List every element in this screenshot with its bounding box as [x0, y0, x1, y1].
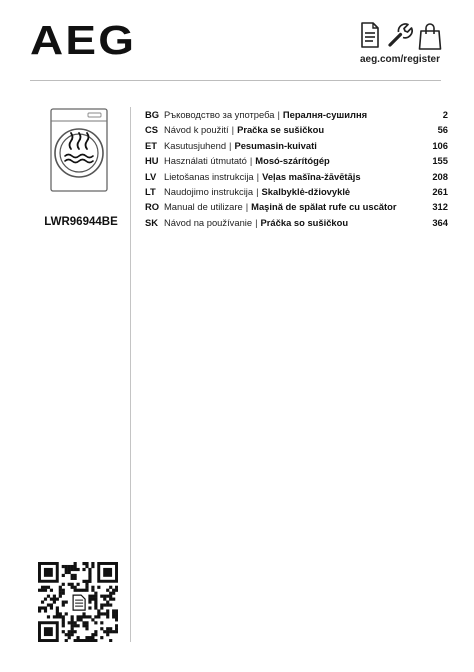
language-code: RO	[145, 201, 160, 213]
product-name: Pračka se sušičkou	[237, 124, 325, 136]
manual-title: Návod k použití	[164, 124, 229, 136]
language-code: HU	[145, 155, 159, 167]
page-number: 2	[442, 109, 448, 120]
manual-title: Lietošanas instrukcija	[164, 170, 254, 182]
manual-title: Návod na používanie	[164, 216, 253, 228]
language-code: ET	[145, 139, 157, 151]
wrench-icon	[387, 22, 413, 53]
language-code: LV	[145, 170, 157, 182]
toc-row-lv[interactable]: LV Lietošanas instrukcija | Veļas mašīna-žāvētājs 208	[145, 170, 448, 182]
header-divider	[30, 80, 441, 81]
manual-icon	[360, 22, 380, 53]
product-name: Mosó-szárítógép	[255, 155, 330, 167]
page-number: 261	[432, 185, 448, 197]
manual-title: Manual de utilizare	[164, 201, 243, 213]
toc-row-lt[interactable]: LT Naudojimo instrukcija | Skalbyklė-džiovyklė 261	[145, 185, 448, 197]
toc-row-ro[interactable]: RO Manual de utilizare | Maşină de spălat rufe cu uscător 312	[145, 201, 448, 213]
page-number: 106	[432, 139, 448, 151]
page-number: 155	[432, 155, 448, 167]
service-icons	[360, 22, 442, 52]
dryer-drum-icon	[50, 108, 108, 197]
page-number: 364	[432, 216, 448, 228]
product-name: Pesumasin-kuivati	[234, 139, 317, 151]
language-code: CS	[145, 124, 159, 136]
product-name: Veļas mašīna-žāvētājs	[262, 170, 361, 182]
column-divider	[130, 107, 131, 642]
toc-row-hu[interactable]: HU Használati útmutató | Mosó-szárítógép 155	[145, 155, 448, 167]
manual-title: Naudojimo instrukcija	[164, 185, 254, 197]
model-code: LWR96944BE	[44, 216, 118, 228]
page-number: 312	[432, 201, 448, 213]
toc-row-cs[interactable]: CS Návod k použití | Pračka se sušičkou 56	[145, 124, 448, 136]
language-code: LT	[145, 185, 156, 197]
toc-row-bg[interactable]: BG Ръководство за употреба | Пералня-сушилня 2	[145, 109, 448, 120]
language-toc	[145, 109, 448, 232]
shopping-bag-icon	[418, 22, 442, 55]
page-number: 56	[437, 124, 448, 136]
language-code: SK	[145, 216, 159, 228]
aeg-logo: AEG	[30, 17, 137, 63]
toc-row-et[interactable]: ET Kasutusjuhend | Pesumasin-kuivati 106	[145, 139, 448, 151]
product-name: Práčka so sušičkou	[260, 216, 349, 228]
manual-title: Ръководство за употреба	[164, 109, 275, 120]
manual-title: Használati útmutató	[164, 155, 247, 167]
manual-title: Kasutusjuhend	[164, 139, 227, 151]
toc-row-sk[interactable]: SK Návod na používanie | Práčka so sušičkou 364	[145, 216, 448, 228]
page-number: 208	[432, 170, 448, 182]
language-code: BG	[145, 109, 160, 120]
product-name: Skalbyklė-džiovyklė	[261, 185, 351, 197]
product-name: Maşină de spălat rufe cu uscător	[251, 201, 397, 213]
qr-code-icon[interactable]	[38, 562, 118, 647]
register-url[interactable]: aeg.com/register	[359, 54, 440, 65]
product-name: Пералня-сушилня	[282, 109, 368, 120]
